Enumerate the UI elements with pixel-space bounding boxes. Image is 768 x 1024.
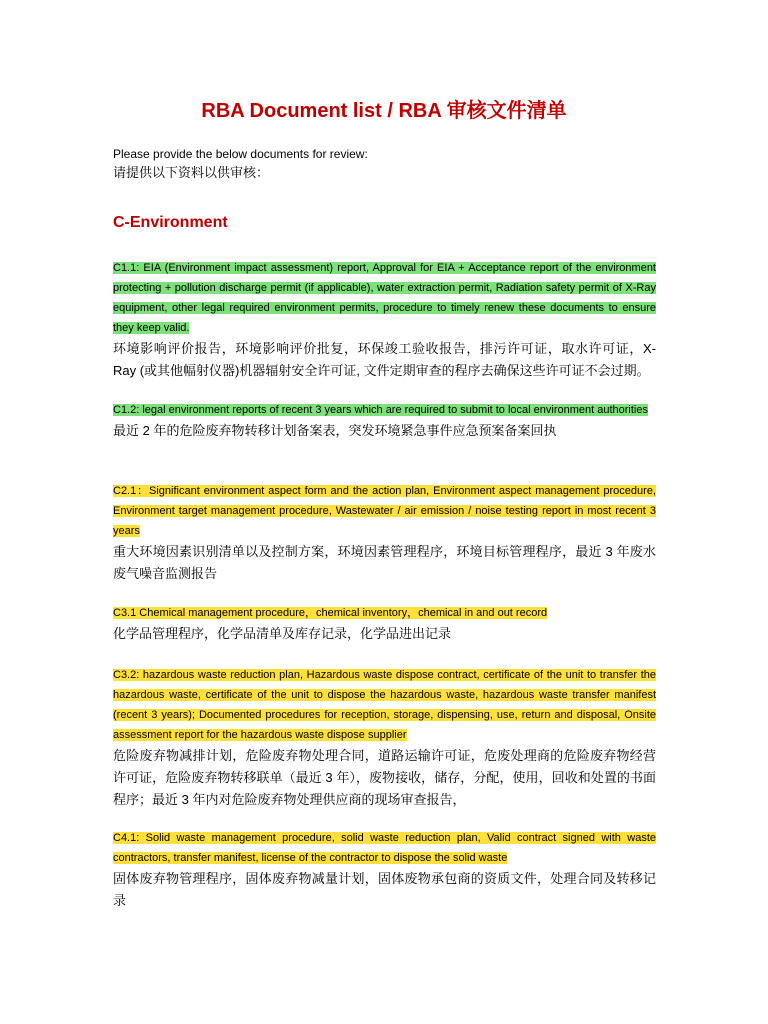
item-english-text: C3.2: hazardous waste reduction plan, Hazardous waste dispose contract, certificate of the unit to transfer the hazardous waste, certificate of the unit to dispose the hazardous waste, hazardous waste transfer manifest (recent 3 years); Documented procedures for reception, storage, dispensing, use, return and disposal, Onsite assessment report for the hazardous waste dispose supplier bbox=[113, 669, 656, 741]
item-c1-2 bbox=[113, 400, 656, 442]
document-title: RBA Document list / RBA 审核文件清单 bbox=[201, 100, 567, 122]
item-chinese: 固体废弃物管理程序，固体废弃物减量计划，固体废物承包商的资质文件，处理合同及转移记录 bbox=[113, 871, 656, 908]
item-english-text: C1.2: legal environment reports of recent 3 years which are required to submit to local environment authorities bbox=[113, 404, 648, 416]
item-c3-1 bbox=[113, 603, 656, 645]
item-english bbox=[113, 400, 656, 420]
item-english-text: C2.1：Significant environment aspect form and the action plan, Environment aspect management procedure, Environment target management procedure, Wastewater / air emission / noise testing report in most recent 3 years bbox=[113, 485, 656, 537]
item-english-text: C3.1 Chemical management procedure，chemical inventory，chemical in and out record bbox=[113, 607, 548, 619]
item-english bbox=[113, 481, 656, 541]
item-english bbox=[113, 665, 656, 745]
intro-block bbox=[113, 146, 673, 182]
intro-chinese: 请提供以下资料以供审核： bbox=[113, 165, 270, 180]
item-english bbox=[113, 258, 656, 338]
item-english-text: C4.1: Solid waste management procedure, solid waste reduction plan, Valid contract signed with waste contractors, transfer manifest, license of the contractor to dispose the solid waste bbox=[113, 832, 656, 864]
item-chinese: 最近 2 年的危险废弃物转移计划备案表，突发环境紧急事件应急预案备案回执 bbox=[113, 423, 557, 438]
item-c3-2 bbox=[113, 665, 656, 811]
item-c2-1 bbox=[113, 481, 656, 585]
item-c1-1 bbox=[113, 258, 656, 382]
item-chinese: 重大环境因素识别清单以及控制方案，环境因素管理程序，环境目标管理程序，最近 3 年废水废气噪音监测报告 bbox=[113, 544, 656, 581]
intro-english: Please provide the below documents for review: bbox=[113, 147, 368, 161]
item-chinese: 环境影响评价报告，环境影响评价批复，环保竣工验收报告，排污许可证，取水许可证，X-Ray (或其他幅射仪器)机器辐射安全许可证, 文件定期审查的程序去确保这些许可证不会过期。 bbox=[113, 341, 656, 378]
item-english-text: C1.1: EIA (Environment impact assessment) report, Approval for EIA + Acceptance report of the environment protecting + pollution discharge permit (if applicable), water extraction permit, Radiation safety permit of X-Ray equipment, other legal required environment permits, procedure to timely renew these documents to ensure they keep valid. bbox=[113, 262, 656, 334]
item-chinese: 危险废弃物减排计划，危险废弃物处理合同，道路运输许可证，危废处理商的危险废弃物经营许可证，危险废弃物转移联单（最近 3 年），废物接收，储存，分配，使用，回收和处置的书面程序；最近 3 年内对危险废弃物处理供应商的现场审查报告， bbox=[113, 748, 656, 807]
item-c4-1 bbox=[113, 828, 656, 912]
item-chinese: 化学品管理程序，化学品清单及库存记录，化学品进出记录 bbox=[113, 626, 452, 641]
section-title: C-Environment bbox=[113, 214, 228, 231]
item-english bbox=[113, 828, 656, 868]
item-english bbox=[113, 603, 656, 623]
